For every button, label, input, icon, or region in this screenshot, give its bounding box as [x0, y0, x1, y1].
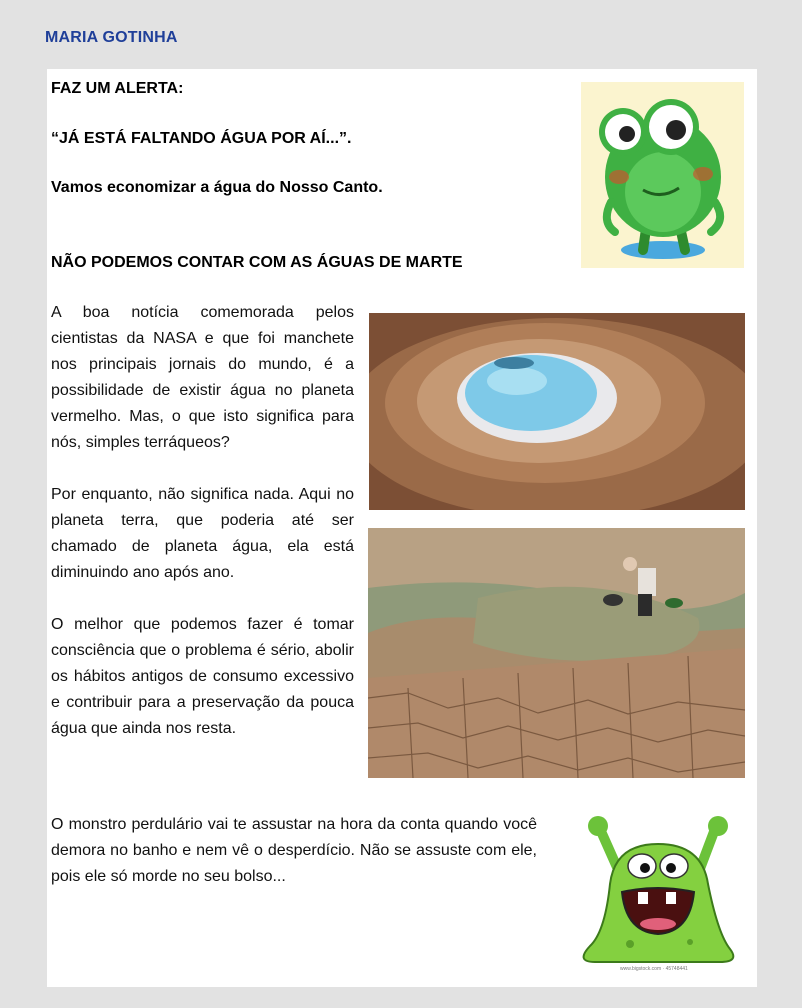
paragraph-nasa: A boa notícia comemorada pelos cientistas da NASA e que foi manchete nos principais jornais do mundo, é a possibilidade de existir água no planeta vermelho. Mas, o que isto significa para nós, simples terráqueos? [51, 304, 354, 451]
alert-quote: “JÁ ESTÁ FALTANDO ÁGUA POR AÍ...”. [51, 130, 352, 147]
monster-illustration [570, 814, 748, 976]
monster-caption: www.bigstock.com · 45748441 [620, 966, 688, 972]
mars-crater-photo [369, 313, 745, 510]
header-title: MARIA GOTINHA [45, 29, 178, 46]
section-subtitle: NÃO PODEMOS CONTAR COM AS ÁGUAS DE MARTE [51, 254, 463, 271]
paragraph-monster: O monstro perdulário vai te assustar na hora da conta quando você demora no banho e nem vê o desperdício. Não se assuste com ele, pois ele só morde no seu bolso... [51, 816, 537, 885]
paragraph-earth: Por enquanto, não significa nada. Aqui no planeta terra, que poderia até ser chamado de planeta água, ela está diminuindo ano após ano. [51, 486, 354, 581]
economy-call: Vamos economizar a água do Nosso Canto. [51, 179, 383, 196]
article-card [47, 69, 757, 987]
paragraph-awareness: O melhor que podemos fazer é tomar consciência que o problema é sério, abolir os hábitos antigos de consumo excessivo e contribuir para a preservação da pouca água que ainda nos resta. [51, 616, 354, 737]
alert-label: FAZ UM ALERTA: [51, 80, 184, 97]
drought-lake-photo [368, 528, 745, 778]
frog-illustration [581, 82, 744, 268]
